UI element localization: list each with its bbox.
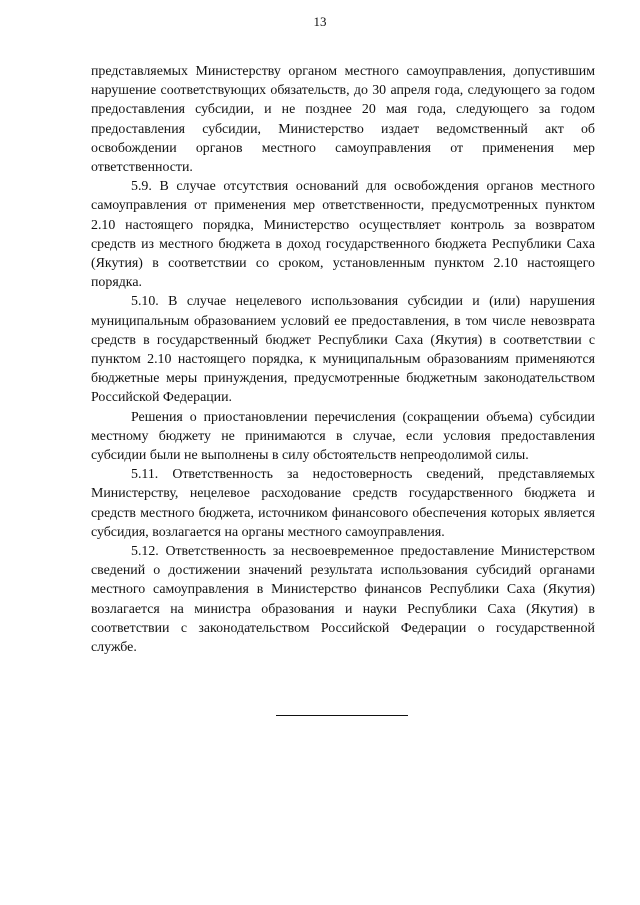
paragraph-5-9: 5.9. В случае отсутствия оснований для освобождения органов местного самоуправления от применения мер ответственности, предусмотренных пунктом 2.10 настоящего порядка, Министерство осуществляет контроль за возвратом средств из местного бюджета в доход государственного бюджета Республики Саха (Якутия) в соответствии со сроком, установленным пунктом 2.10 настоящего порядка. [91, 179, 595, 291]
page-number: 13 [313, 14, 327, 29]
end-of-document-rule [276, 715, 408, 716]
paragraph-5-12: 5.12. Ответственность за несвоевременное предоставление Министерством сведений о достижении значений результата использования субсидий органами местного самоуправления в Министерство финансов Республики Саха (Якутия) возлагается на министра образования и науки Республики Саха (Якутия) в соответствии с законодательством Российской Федерации о государственной службе. [91, 544, 595, 656]
document-body [91, 62, 595, 657]
paragraph-decisions: Решения о приостановлении перечисления (сокращении объема) субсидии местному бюджету не принимаются в случае, если условия предоставления субсидии были не выполнены в силу обстоятельств непреодолимой силы. [91, 409, 595, 464]
paragraph-5-10: 5.10. В случае нецелевого использования субсидии и (или) нарушения муниципальным образованием условий ее предоставления, в том числе невозврата средств в государственный бюджет Республики Саха (Якутия) в соответствии с пунктом 2.10 настоящего порядка, к муниципальным образованиям применяются бюджетные меры принуждения, предусмотренные бюджетным законодательством Российской Федерации. [91, 294, 595, 406]
paragraph-continuation: представляемых Министерству органом местного самоуправления, допустившим нарушение соответствующих обязательств, до 30 апреля года, следующего за годом предоставления субсидии, и не позднее 20 мая года, следующего за годом предоставления субсидии, Министерство издает ведомственный акт об освобождении органов местного самоуправления от применения мер ответственности. [91, 64, 595, 176]
paragraph-5-11: 5.11. Ответственность за недостоверность сведений, представляемых Министерству, нецелевое расходование средств государственного бюджета и средств местного бюджета, источником финансового обеспечения которых является субсидия, возлагается на органы местного самоуправления. [91, 467, 595, 540]
